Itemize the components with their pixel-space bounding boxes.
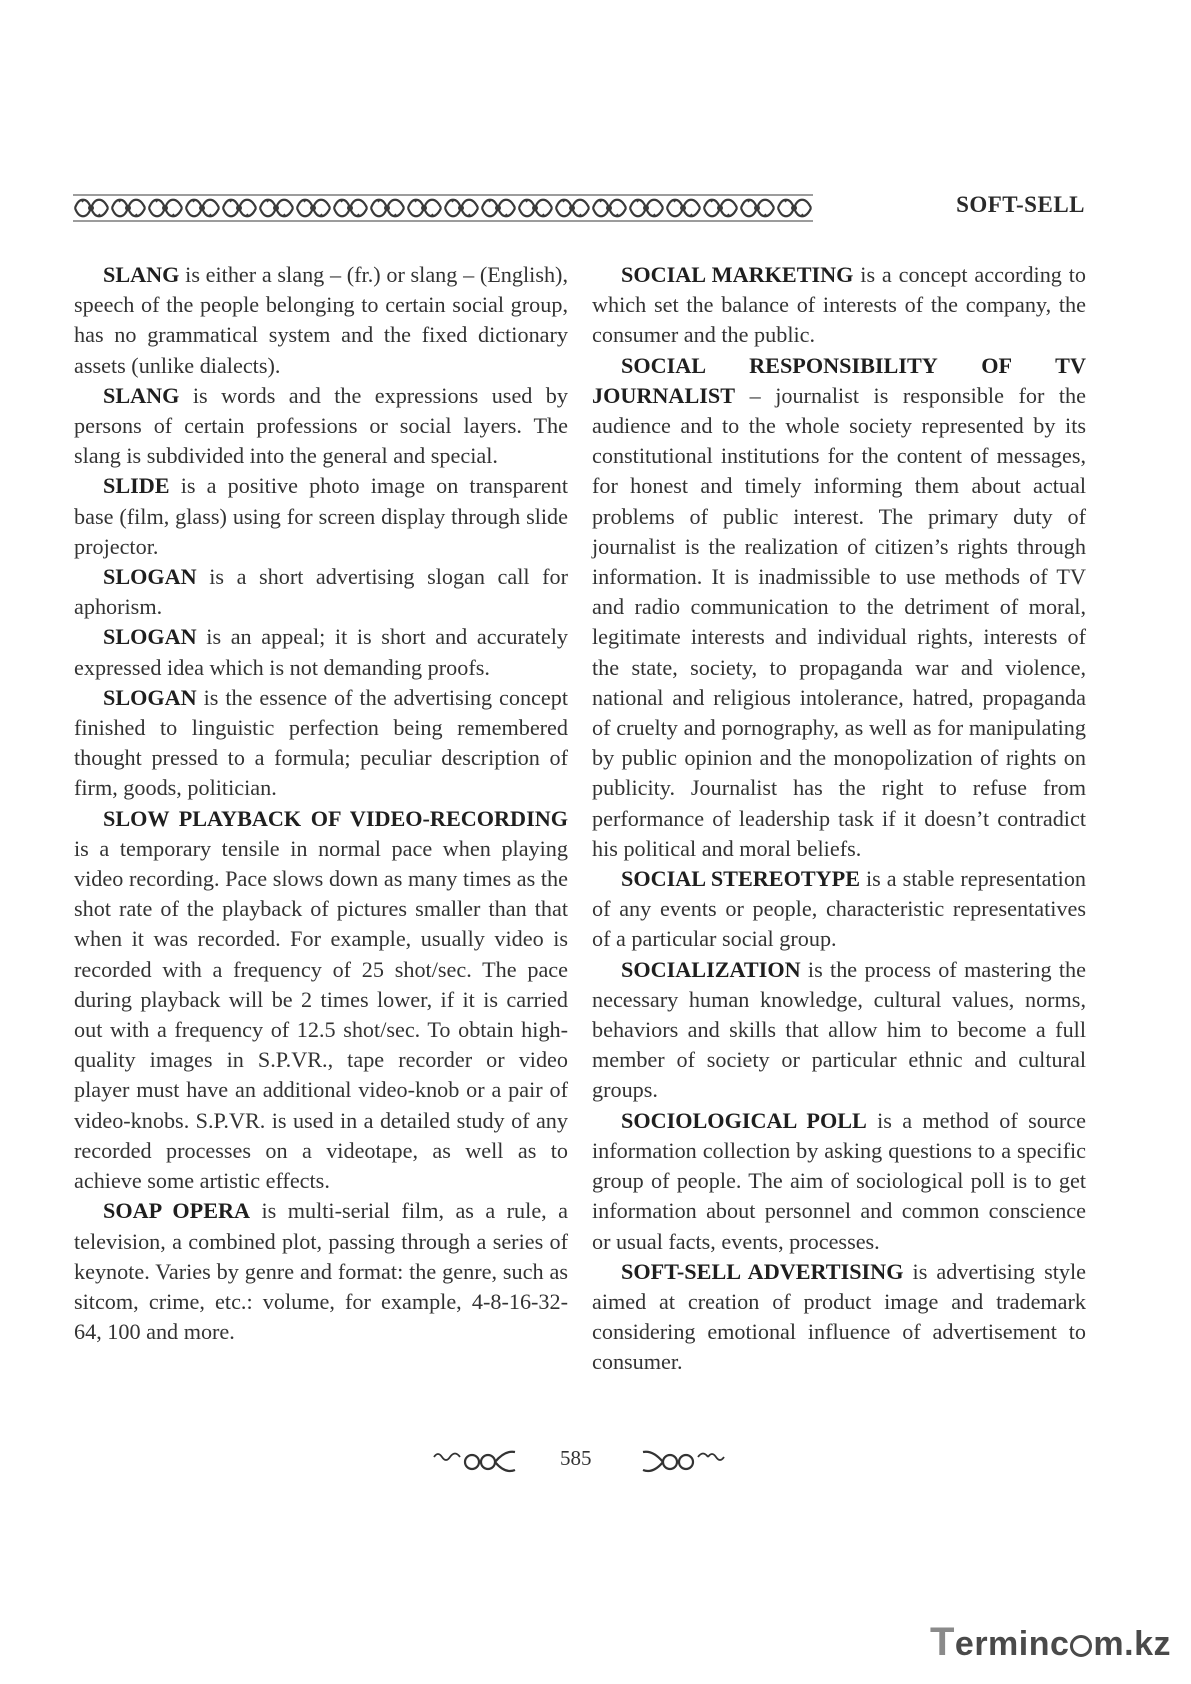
entry-definition: is a method of source information collection by asking questions to a specific group of people. The aim of sociological poll is to get information about personnel and common conscience or usual facts, events, processes. bbox=[592, 1107, 1086, 1254]
dictionary-entry bbox=[592, 1106, 1086, 1257]
entry-definition: is words and the expressions used by persons of certain professions or social layers. The slang is subdivided into the general and special. bbox=[74, 382, 568, 469]
entry-definition: is either a slang – (fr.) or slang – (English), speech of the people belonging to certain social group, has no grammatical system and the fixed dictionary assets (unlike dialects). bbox=[74, 262, 568, 378]
entry-definition: is a short advertising slogan call for aphorism. bbox=[74, 564, 568, 620]
entry-definition: is multi-serial film, as a rule, a television, a combined plot, passing through a series of keynote. Varies by genre and format: the genre, such as sitcom, crime, etc.: volume, for example, 4-8-16-32-64, 100 and more. bbox=[74, 1198, 569, 1345]
entry-term: SOCIAL STEREOTYPE bbox=[621, 866, 861, 892]
entry-term: SLOGAN bbox=[103, 684, 197, 710]
dictionary-entry bbox=[74, 1196, 568, 1347]
dictionary-entry bbox=[74, 804, 568, 1197]
entry-definition: is the essence of the advertising concept finished to linguistic perfection being remembered thought pressed to a formula; peculiar description of firm, goods, politician. bbox=[74, 684, 568, 801]
entry-term: SOCIAL MARKETING bbox=[621, 262, 854, 287]
dictionary-entry bbox=[74, 562, 568, 622]
watermark-mid: erminc bbox=[954, 1625, 1070, 1663]
entry-definition: is advertising style aimed at creation of product image and trademark considering emotional influence of advertisement to consumer. bbox=[592, 1258, 1086, 1375]
dictionary-entry bbox=[74, 622, 568, 682]
watermark-end: m.kz bbox=[1093, 1625, 1171, 1663]
dictionary-entry bbox=[592, 351, 1086, 864]
entry-term: SOCIAL RESPONSIBILITY OF TV JOURNALIST bbox=[592, 352, 1086, 408]
entry-term: SLOGAN bbox=[103, 624, 197, 650]
entry-definition: is the process of mastering the necessary human knowledge, cultural values, norms, behaviors and skills that allow him to become a full member of society or particular ethnic and cultural groups. bbox=[592, 956, 1086, 1103]
entry-definition: is a temporary tensile in normal pace when playing video recording. Pace slows down as many times as the shot rate of the playback of pictures smaller than that when it was recorded. For example, usually video is recorded with a frequency of 25 shot/sec. The pace during playback will be 2 times lower, if it is carried out with a frequency of 12.5 shot/sec. To obtain high-quality images in S.P.VR., tape recorder or video player must have an additional video-knob or a pair of video-knobs. S.P.VR. is used in a detailed study of any recorded processes on a videotape, as well as to achieve some artistic effects. bbox=[74, 835, 568, 1194]
watermark-o-icon bbox=[1070, 1635, 1092, 1657]
dictionary-entry bbox=[592, 1257, 1086, 1378]
dictionary-entry bbox=[74, 683, 568, 804]
entry-definition: – journalist is responsible for the audience and to the whole society represented by its constitutional institutions for the content of messages, for honest and timely informing them about actual problems of public interest. The primary duty of journalist is the realization of citizen’s rights through information. It is inadmissible to use methods of TV and radio communication to the detriment of moral, legitimate interests and individual rights, interests of the state, society, to propaganda war and violence, national and religious intolerance, hatred, propaganda of cruelty and pornography, as well as for manipulating by public opinion and the monopolization of rights on publicity. Journalist has the right to refuse from performance of leadership task if it doesn’t contradict his political and moral beliefs. bbox=[592, 382, 1086, 861]
dictionary-entry bbox=[592, 864, 1086, 955]
left-column bbox=[74, 260, 568, 1347]
entry-term: SLOGAN bbox=[103, 564, 197, 590]
entry-term: SOCIALIZATION bbox=[621, 956, 801, 982]
entry-term: SOAP OPERA bbox=[103, 1198, 251, 1224]
watermark-t: T bbox=[929, 1620, 955, 1664]
running-head: SOFT-SELL bbox=[956, 192, 1085, 217]
dictionary-entry bbox=[592, 260, 1086, 351]
entry-term: SLANG bbox=[103, 382, 180, 408]
right-flourish-icon bbox=[640, 1448, 726, 1474]
entry-definition: is a concept according to which set the balance of interests of the company, the consumer and the public. bbox=[592, 262, 1086, 348]
dictionary-entry bbox=[592, 955, 1086, 1106]
page-footer bbox=[0, 1446, 1191, 1476]
header-ornament-band bbox=[73, 193, 813, 223]
entry-definition: is an appeal; it is short and accurately expressed idea which is not demanding proofs. bbox=[74, 624, 568, 680]
entry-term: SLANG bbox=[103, 262, 180, 287]
entry-term: SOFT-SELL ADVERTISING bbox=[621, 1258, 904, 1284]
entry-term: SLOW PLAYBACK OF VIDEO-RECORDING bbox=[103, 805, 568, 831]
page-number: 585 bbox=[560, 1446, 592, 1470]
entry-definition: is a stable representation of any events or people, characteristic representatives of a particular social group. bbox=[592, 866, 1087, 952]
entry-definition: is a positive photo image on transparent base (film, glass) using for screen display through slide projector. bbox=[74, 473, 568, 559]
entry-term: SOCIOLOGICAL POLL bbox=[621, 1107, 867, 1133]
entry-term: SLIDE bbox=[103, 473, 170, 499]
dictionary-entry bbox=[74, 260, 568, 381]
left-flourish-icon bbox=[432, 1448, 518, 1474]
watermark-logo bbox=[930, 1620, 1171, 1665]
dictionary-entry bbox=[74, 381, 568, 472]
dictionary-entry bbox=[74, 471, 568, 562]
right-column bbox=[592, 260, 1086, 1378]
